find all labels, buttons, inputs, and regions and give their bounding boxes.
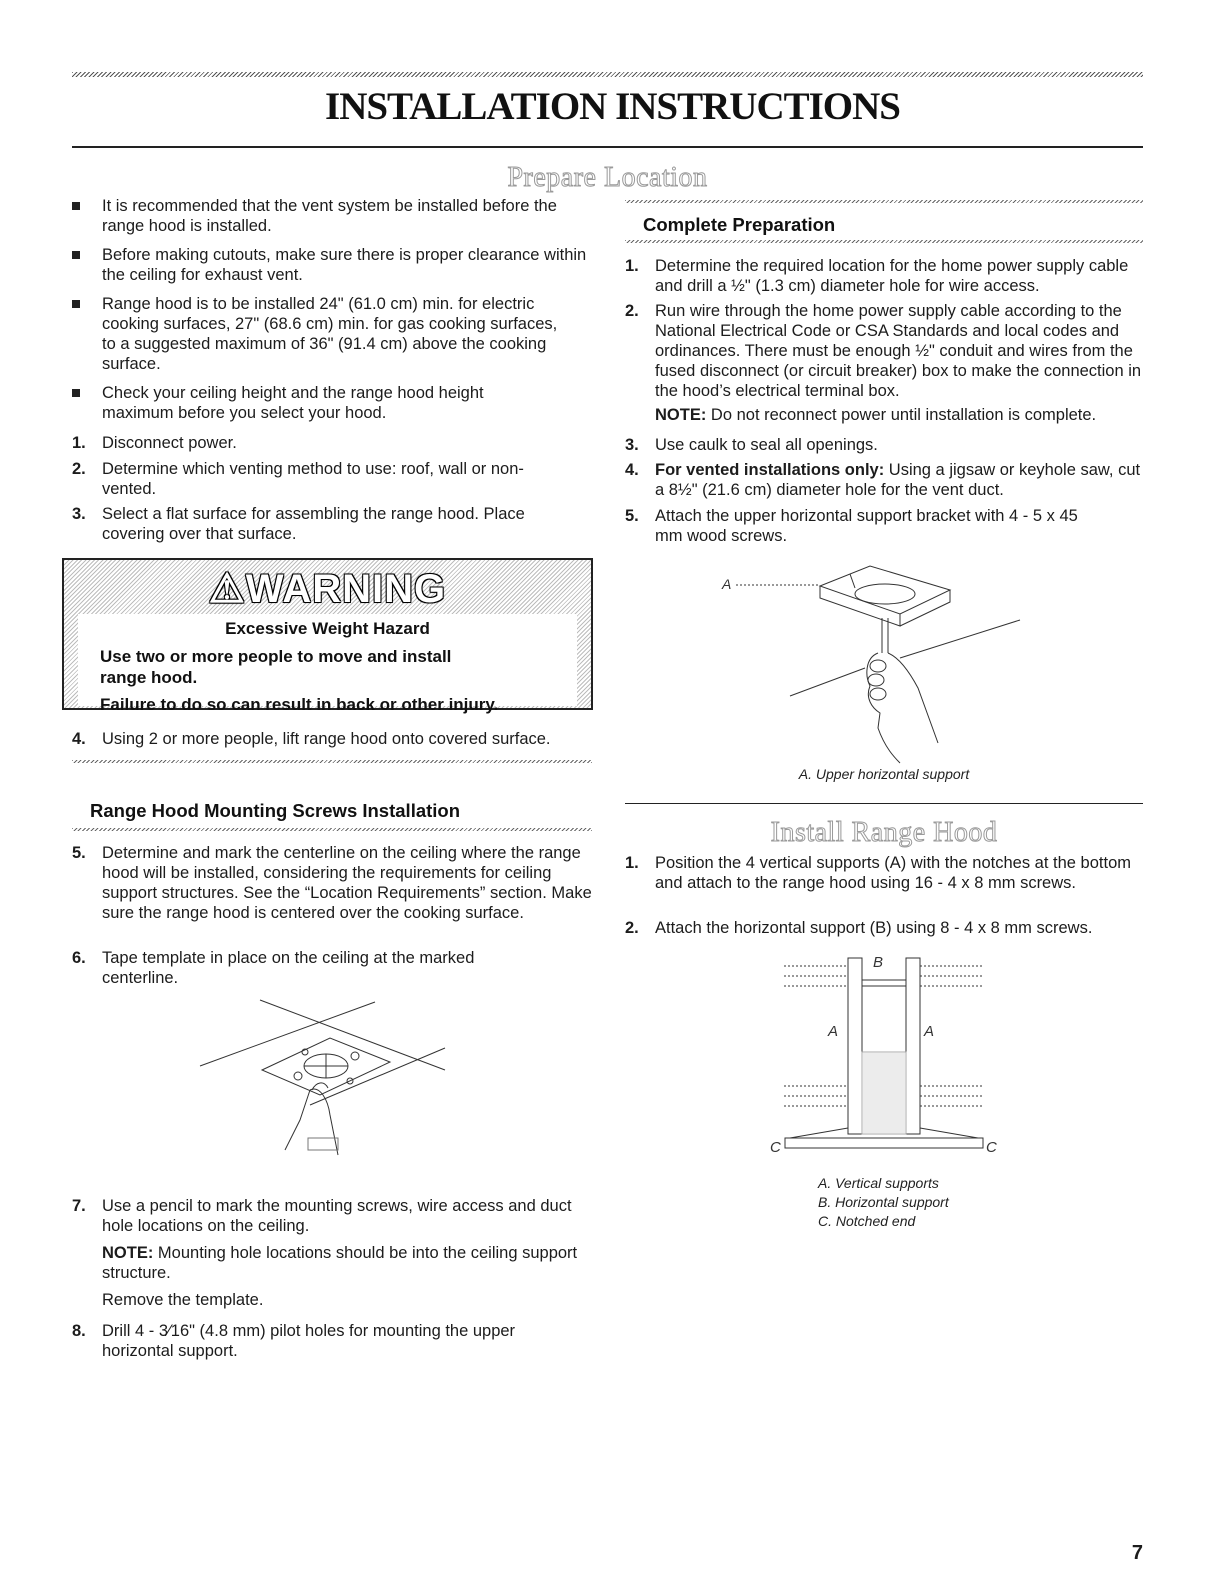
figure1-label-a: A [722,576,732,592]
step-1-prepare: 1. Disconnect power. [72,434,237,452]
warning-line-3: Failure to do so can result in back or other injury. [100,695,499,714]
figure2-caption-c: C. Notched end [818,1213,916,1229]
figure2-label-a-left: A [828,1023,839,1040]
bullet-text: Range hood is to be installed 24" (61.0 cm) min. for electric cooking surfaces, 27" (68.6 cm) min. for gas cooking surfaces, to a suggested maximum of 36" (91.4 cm) above the cooking surface. [102,295,558,373]
warning-banner: ⚠WARNING [208,567,447,611]
bullet-icon [72,202,80,210]
complete-step-2: 2. Run wire through the home power supply cable according to the National Electrical Code or CSA Standards and local codes and ordinances. There must be enough ½" conduit and wires from the fused disconnect (or circuit breaker) box to make the connection in the hood’s electrical terminal box. [625,302,1142,400]
page-title: INSTALLATION INSTRUCTIONS [325,85,900,128]
complete-step-3: 3. Use caulk to seal all openings. [625,436,878,454]
bullet-icon [72,300,80,308]
complete-step-4: 4. For vented installations only: Using a jigsaw or keyhole saw, cut a 8½" (21.6 cm) diameter hole for the vent duct. [625,461,1141,499]
bullet-text: It is recommended that the vent system be installed before the range hood is installed. [102,197,557,235]
warning-triangle-icon: ⚠ [208,567,246,611]
top-hatched-rule [72,72,1143,77]
figure2-label-c-left: C [770,1139,781,1156]
upper-support-illustration [700,558,1040,768]
step-2-prepare: 2. Determine which venting method to use: roof, wall or non-vented. [72,460,524,498]
step-7-note: NOTE: Mounting hole locations should be into the ceiling support structure. [102,1244,578,1282]
complete-note: NOTE: Do not reconnect power until installation is complete. [655,406,1097,424]
complete-preparation-heading: Complete Preparation [643,214,836,235]
bullet-icon [72,251,80,259]
figure2-caption-a: A. Vertical supports [818,1175,939,1191]
step-3-prepare: 3. Select a flat surface for assembling the range hood. Place covering over that surface. [72,505,525,543]
section-title-install-range-hood: Install Range Hood [770,817,998,848]
figure2-caption-b: B. Horizontal support [818,1194,949,1210]
bullet-item [72,196,592,236]
warning-box [62,558,593,714]
warning-line-1: Use two or more people to move and install [100,647,452,666]
step-5-centerline: 5. Determine and mark the centerline on the ceiling where the range hood will be installed, considering the requirements for ceiling support structures. See the “Location Requirements” section. Make sure the range hood is centered over the cooking surface. [72,844,592,922]
install-section-rule [625,803,1143,804]
bullet-item [72,245,592,285]
step-7-text: Use a pencil to mark the mounting screws, wire access and duct hole locations on the ceiling. [102,1197,572,1235]
step-4-lift: 4. Using 2 or more people, lift range hood onto covered surface. [72,730,551,748]
page-number: 7 [1131,1542,1143,1564]
install-step-1: 1. Position the 4 vertical supports (A) with the notches at the bottom and attach to the range hood using 16 - 4 x 8 mm screws. [625,854,1131,892]
step-7-mark: 7. Use a pencil to mark the mounting screws, wire access and duct hole locations on the ceiling. NOTE: Mounting hole locations should be into the ceiling support structure. Remove the template. [72,1196,602,1316]
hood-panel-shade [863,1053,905,1133]
warning-hazard-title: Excessive Weight Hazard [225,619,430,638]
figure2-label-a-right: A [924,1023,935,1040]
figure2-label-b: B [873,954,884,971]
complete-step-1: 1. Determine the required location for the home power supply cable and drill a ½" (1.3 cm) diameter hole for wire access. [625,257,1129,295]
figure1-caption: A. Upper horizontal support [798,766,970,782]
ceiling-template-illustration [190,990,460,1170]
step-7-extra: Remove the template. [102,1291,264,1309]
bullet-text: Check your ceiling height and the range hood height maximum before you select your hood. [102,384,484,422]
bullet-text: Before making cutouts, make sure there is proper clearance within the ceiling for exhaust vent. [102,246,587,284]
bullet-item [72,383,592,423]
complete-heading-rule-bottom [625,240,1143,243]
bullet-icon [72,389,80,397]
title-underline [72,146,1143,148]
mounting-screws-heading: Range Hood Mounting Screws Installation [90,800,461,821]
mounting-heading-rule-top [72,760,592,763]
warning-line-2: range hood. [100,668,198,687]
figure2-label-c-right: C [986,1139,997,1156]
step-8-drill: 8. Drill 4 - 3⁄16" (4.8 mm) pilot holes for mounting the upper horizontal support. [72,1322,516,1360]
warning-message-panel [78,614,577,714]
vertical-supports-illustration [770,950,1000,1165]
complete-step-5: 5. Attach the upper horizontal support bracket with 4 - 5 x 45 mm wood screws. [625,507,1078,545]
step-7-body [102,1196,602,1310]
mounting-heading-rule-bottom [72,828,592,831]
step-6-template: 6. Tape template in place on the ceiling at the marked centerline. [72,949,475,987]
install-step-2: 2. Attach the horizontal support (B) using 8 - 4 x 8 mm screws. [625,919,1093,937]
section-title-prepare-location: Prepare Location [507,162,708,193]
bullet-item [72,294,592,374]
complete-heading-rule-top [625,200,1143,203]
